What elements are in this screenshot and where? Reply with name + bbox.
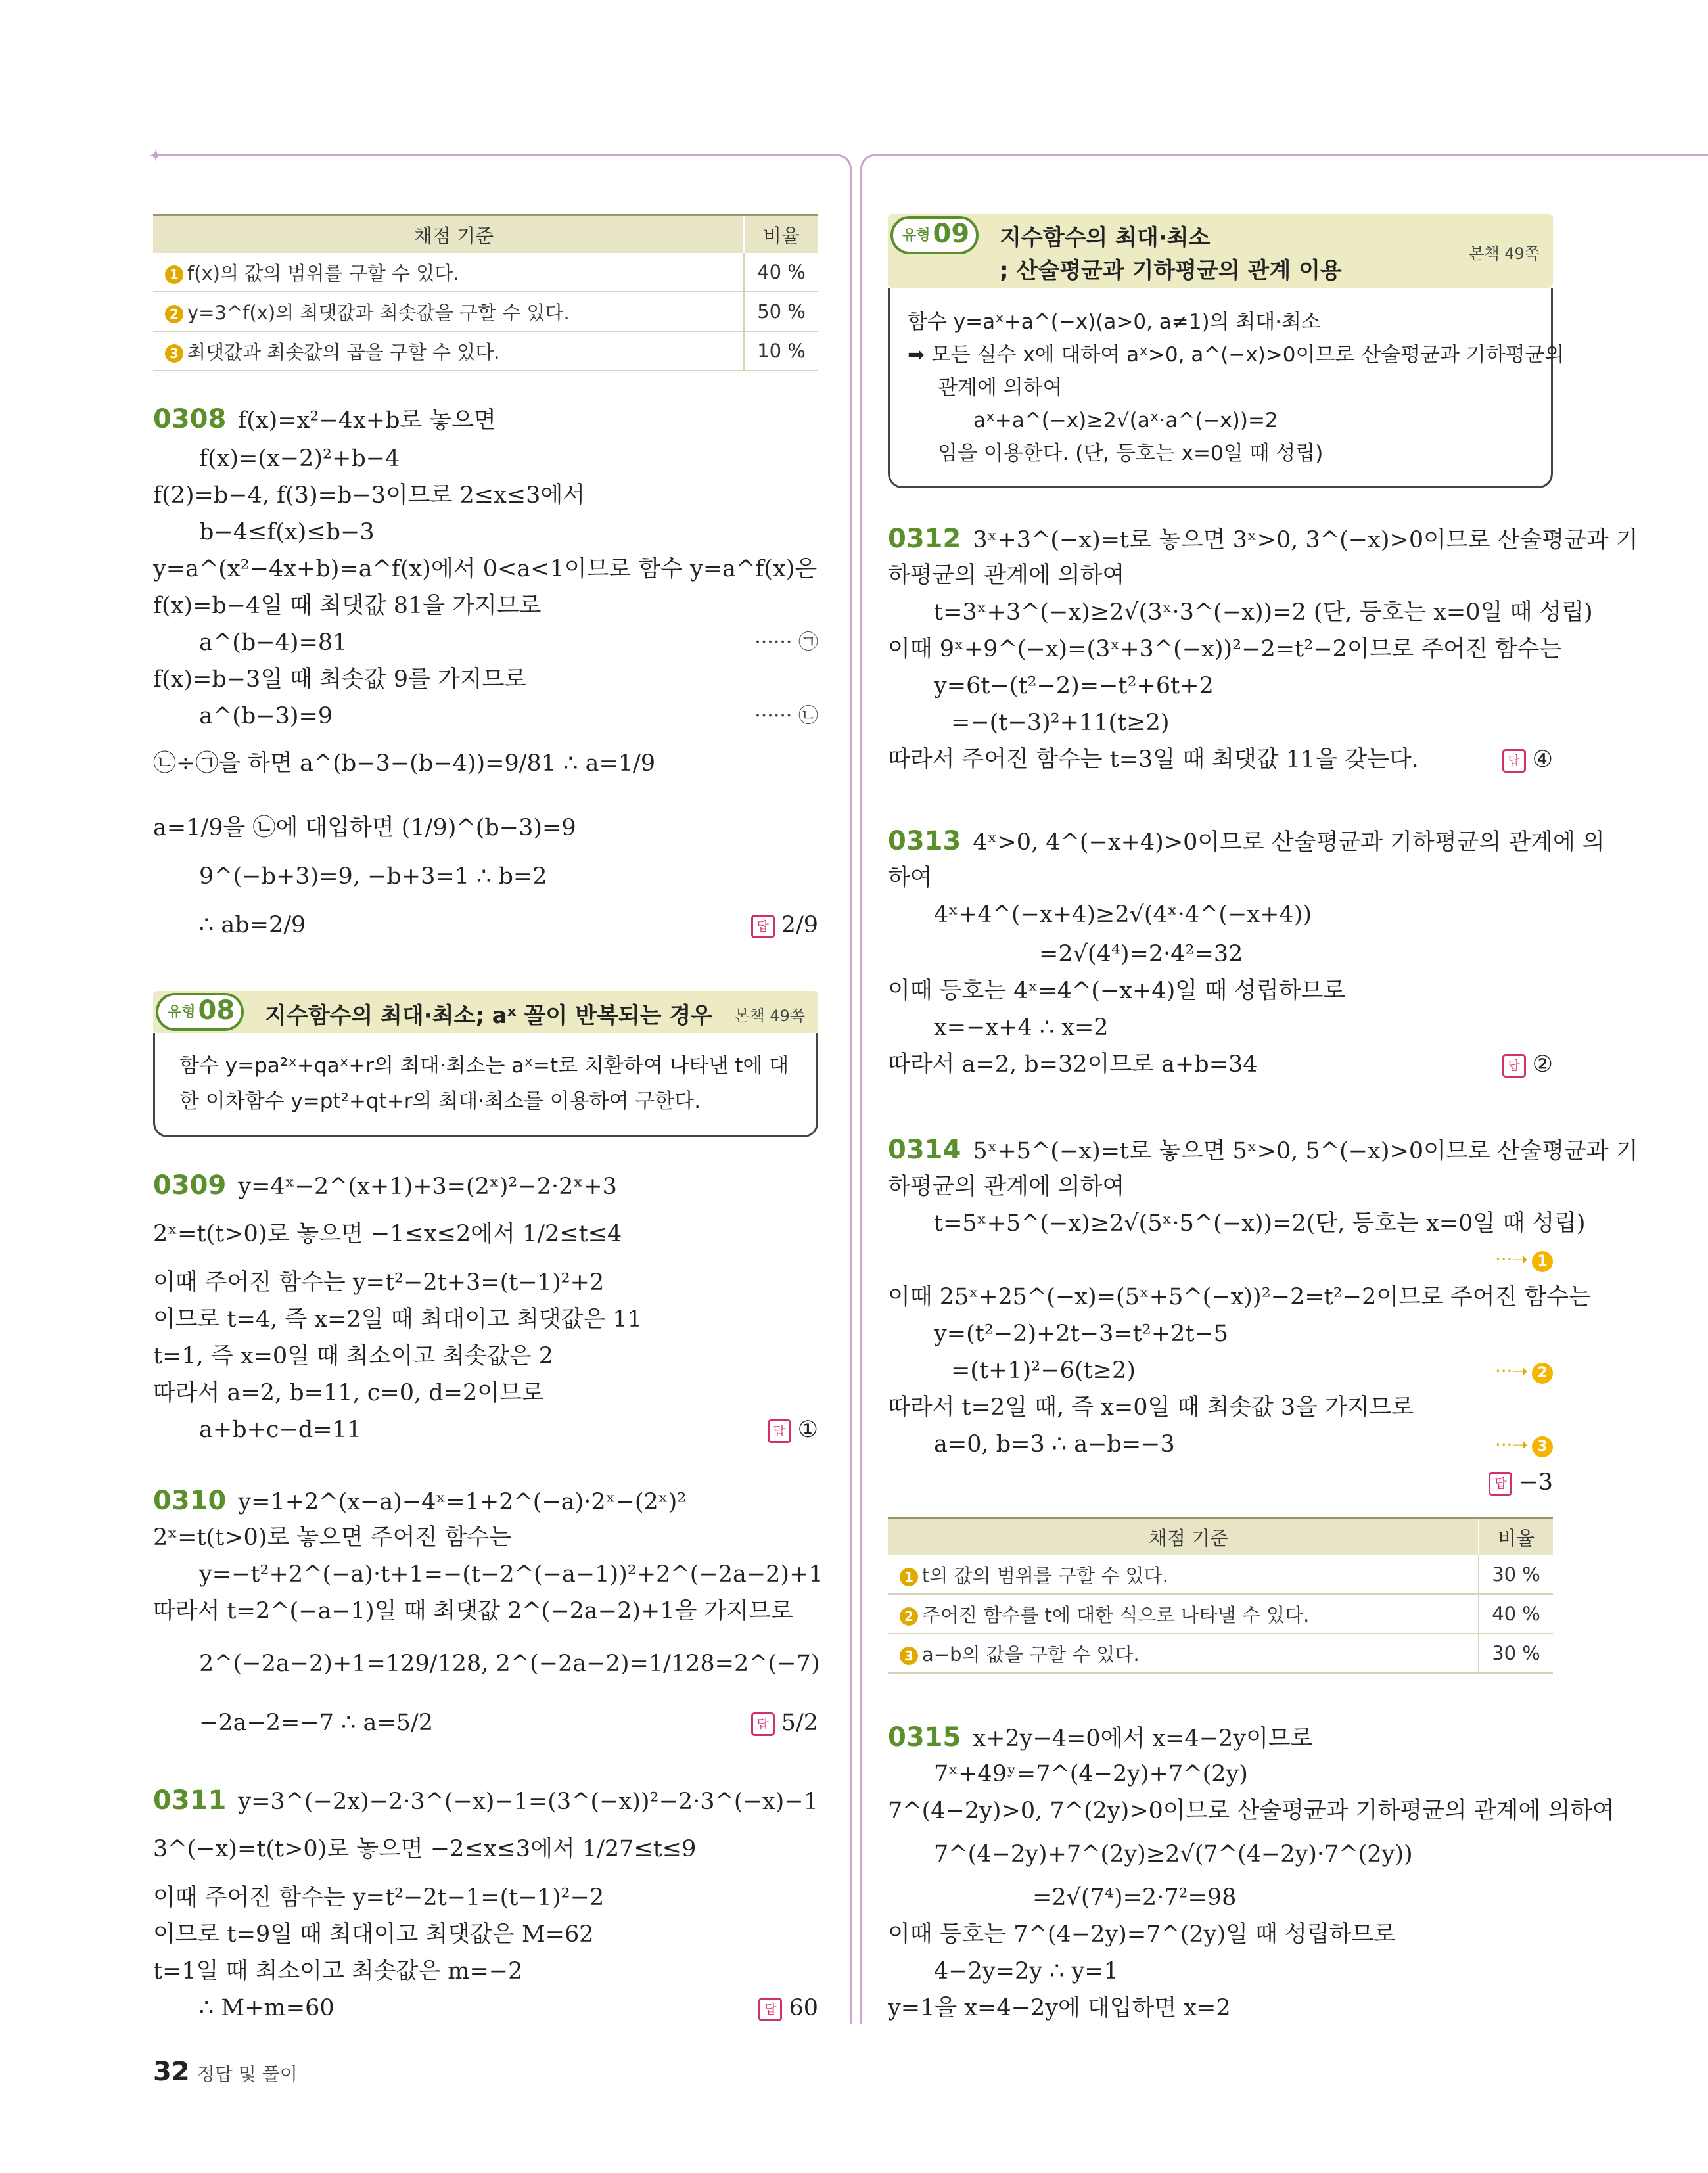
solution-line: t=5ˣ+5^(−x)≥2√(5ˣ·5^(−x))=2(단, 등호는 x=0일 때 성립) — [934, 1210, 1586, 1237]
solution-line: 이때 주어진 함수는 y=t²−2t+3=(t−1)²+2 — [153, 1269, 605, 1296]
answer-icon: 답 — [751, 1712, 775, 1736]
solution-line: =2√(4⁴)=2·4²=32 — [1039, 941, 1243, 967]
rubric-table-1 — [153, 214, 818, 371]
equation-marker: ······ ㉠ — [754, 631, 818, 654]
type-badge-word: 유형 — [902, 227, 931, 244]
solution-line: 따라서 t=2^(−a−1)일 때 최댓값 2^(−2a−2)+1을 가지므로 — [153, 1598, 793, 1624]
answer — [751, 911, 818, 940]
answer — [768, 1415, 818, 1444]
answer-value: 2/9 — [781, 912, 818, 938]
type-badge-number: 08 — [198, 995, 235, 1026]
answer — [751, 1708, 818, 1737]
rubric-ratio: 40 % — [744, 253, 818, 292]
answer — [1502, 1050, 1553, 1079]
solution-line: =(t+1)²−6(t≥2) — [951, 1358, 1136, 1384]
type-badge-word: 유형 — [168, 1003, 196, 1020]
step-number-icon: 3 — [900, 1647, 918, 1665]
rubric-header-criterion: 채점 기준 — [888, 1518, 1479, 1556]
answer-value: ④ — [1532, 746, 1553, 773]
solution-line: 4−2y=2y ∴ y=1 — [934, 1958, 1119, 1984]
solution-line: 7^(4−2y)>0, 7^(2y)>0이므로 산술평균과 기하평균의 관계에 의하여 — [888, 1798, 1615, 1824]
solution-line: b−4≤f(x)≤b−3 — [199, 519, 375, 545]
answer-icon: 답 — [751, 915, 775, 938]
book-reference: 본책 49쪽 — [1469, 244, 1540, 263]
solution-line: y=3^(−2x)−2·3^(−x)−1=(3^(−x))²−2·3^(−x)−1 — [238, 1789, 818, 1815]
solution-line: y=1+2^(x−a)−4ˣ=1+2^(−a)·2ˣ−(2ˣ)² — [238, 1489, 687, 1515]
rubric-row — [153, 253, 818, 292]
solution-line: t=1일 때 최소이고 최솟값은 m=−2 — [153, 1958, 523, 1984]
rubric-ratio: 50 % — [744, 292, 818, 331]
rubric-criterion: f(x)의 값의 범위를 구할 수 있다. — [187, 262, 459, 285]
rubric-header-ratio: 비율 — [1479, 1518, 1553, 1556]
rubric-row — [153, 292, 818, 331]
solution-line: 7^(4−2y)+7^(2y)≥2√(7^(4−2y)·7^(2y)) — [934, 1841, 1413, 1867]
type-summary-line: aˣ+a^(−x)≥2√(aˣ·a^(−x))=2 — [973, 409, 1278, 432]
solution-line: a=1/9을 ㉡에 대입하면 (1/9)^(b−3)=9 — [153, 815, 576, 841]
step-number-icon: 2 — [1532, 1363, 1553, 1384]
problem-number: 0311 — [153, 1785, 227, 1816]
solution-line: =−(t−3)²+11(t≥2) — [951, 710, 1170, 736]
solution-line: 이므로 t=4, 즉 x=2일 때 최대이고 최댓값은 11 — [153, 1306, 642, 1333]
solution-line: y=−t²+2^(−a)·t+1=−(t−2^(−a−1))²+2^(−2a−2)+1 — [199, 1561, 823, 1588]
solution-line: a^(b−4)=81 — [199, 629, 348, 656]
type-title: 지수함수의 최대·최소; aˣ 꼴이 반복되는 경우 — [265, 1003, 713, 1029]
footer-label: 정답 및 풀이 — [196, 2063, 298, 2085]
rubric-criterion: y=3^f(x)의 최댓값과 최솟값을 구할 수 있다. — [187, 301, 570, 324]
solution-line: 2ˣ=t(t>0)로 놓으면 −1≤x≤2에서 1/2≤t≤4 — [153, 1221, 622, 1247]
rubric-row — [888, 1555, 1553, 1594]
problem-number: 0312 — [888, 524, 961, 554]
step-marker: ···➝ 2 — [1495, 1360, 1553, 1384]
solution-line: 이때 등호는 4ˣ=4^(−x+4)일 때 성립하므로 — [888, 978, 1346, 1004]
solution-line: x+2y−4=0에서 x=4−2y이므로 — [973, 1726, 1313, 1752]
solution-line: f(x)=x²−4x+b로 놓으면 — [238, 407, 496, 434]
problem-number: 0313 — [888, 826, 961, 856]
type-summary-line: 임을 이용한다. (단, 등호는 x=0일 때 성립) — [938, 442, 1324, 465]
problem-number: 0314 — [888, 1135, 961, 1165]
type-summary-line: 함수 y=aˣ+a^(−x)(a>0, a≠1)의 최대·최소 — [908, 310, 1321, 334]
step-marker: ···➝ 3 — [1495, 1434, 1553, 1457]
problem-number: 0309 — [153, 1170, 227, 1201]
rubric-row — [153, 331, 818, 371]
type-summary-line: 한 이차함수 y=pt²+qt+r의 최대·최소를 이용하여 구한다. — [179, 1089, 701, 1113]
type-summary-line: 함수 y=pa²ˣ+qaˣ+r의 최대·최소는 aˣ=t로 치환하여 나타낸 t에 대 — [179, 1054, 789, 1078]
answer — [758, 1994, 818, 2023]
step-number-icon: 3 — [165, 344, 183, 363]
rubric-ratio: 30 % — [1479, 1555, 1553, 1594]
solution-line: 이때 주어진 함수는 y=t²−2t−1=(t−1)²−2 — [153, 1885, 605, 1911]
solution-line: 5ˣ+5^(−x)=t로 놓으면 5ˣ>0, 5^(−x)>0이므로 산술평균과 기 — [973, 1138, 1638, 1164]
rubric-ratio: 10 % — [744, 331, 818, 371]
answer-value: ① — [797, 1417, 818, 1443]
solution-line: 3ˣ+3^(−x)=t로 놓으면 3ˣ>0, 3^(−x)>0이므로 산술평균과 기 — [973, 527, 1638, 553]
page-number: 32 — [153, 2057, 190, 2087]
answer — [1502, 745, 1553, 774]
answer-value: 60 — [789, 1995, 818, 2021]
answer-value: ② — [1532, 1051, 1553, 1078]
type-summary-line: ➡ 모든 실수 x에 대하여 aˣ>0, a^(−x)>0이므로 산술평균과 기하평균의 — [908, 343, 1565, 367]
solution-line: f(x)=b−3일 때 최솟값 9를 가지므로 — [153, 666, 527, 693]
solution-line: ∴ ab=2/9 — [199, 912, 306, 938]
solution-line: y=(t²−2)+2t−3=t²+2t−5 — [934, 1321, 1229, 1347]
solution-line: −2a−2=−7 ∴ a=5/2 — [199, 1710, 434, 1736]
problem-number: 0315 — [888, 1722, 961, 1752]
solution-line: 이므로 t=9일 때 최대이고 최댓값은 M=62 — [153, 1921, 594, 1948]
answer-value: −3 — [1519, 1469, 1553, 1496]
problem-number: 0308 — [153, 404, 227, 434]
solution-line: 4ˣ+4^(−x+4)≥2√(4ˣ·4^(−x+4)) — [934, 902, 1312, 928]
type-badge-number: 09 — [933, 219, 970, 249]
solution-line: 따라서 a=2, b=32이므로 a+b=34 — [888, 1051, 1258, 1078]
solution-line: 하평균의 관계에 의하여 — [888, 562, 1125, 589]
solution-line: 하평균의 관계에 의하여 — [888, 1174, 1125, 1200]
step-number-icon: 1 — [900, 1568, 918, 1586]
step-number-icon: 1 — [1532, 1251, 1553, 1272]
type-summary-line: 관계에 의하여 — [938, 376, 1063, 400]
answer-icon: 답 — [1502, 749, 1526, 773]
solution-line: 하여 — [888, 865, 933, 891]
solution-line: f(x)=b−4일 때 최댓값 81을 가지므로 — [153, 593, 542, 619]
type-title: 지수함수의 최대·최소 — [1000, 225, 1211, 251]
solution-line: 7ˣ+49ʸ=7^(4−2y)+7^(2y) — [934, 1761, 1248, 1787]
solution-line: a^(b−3)=9 — [199, 703, 333, 729]
rubric-row — [888, 1634, 1553, 1673]
solution-line: 2^(−2a−2)+1=129/128, 2^(−2a−2)=1/128=2^(−7) — [199, 1651, 820, 1677]
equation-marker: ······ ㉡ — [754, 704, 818, 727]
type-badge — [156, 993, 244, 1031]
solution-line: 9^(−b+3)=9, −b+3=1 ∴ b=2 — [199, 863, 547, 890]
solution-line: 2ˣ=t(t>0)로 놓으면 주어진 함수는 — [153, 1524, 511, 1551]
solution-line: 이때 등호는 7^(4−2y)=7^(2y)일 때 성립하므로 — [888, 1921, 1396, 1948]
problem-number: 0310 — [153, 1486, 227, 1516]
solution-line: ㉡÷㉠을 하면 a^(b−3−(b−4))=9/81 ∴ a=1/9 — [153, 750, 656, 777]
step-number-icon: 2 — [165, 305, 183, 323]
solution-line: 따라서 a=2, b=11, c=0, d=2이므로 — [153, 1380, 544, 1406]
solution-line: a+b+c−d=11 — [199, 1417, 362, 1443]
solution-line: x=−x+4 ∴ x=2 — [934, 1015, 1109, 1041]
solution-line: y=a^(x²−4x+b)=a^f(x)에서 0<a<1이므로 함수 y=a^f(x)은 — [153, 556, 818, 582]
solution-line: 이때 25ˣ+25^(−x)=(5ˣ+5^(−x))²−2=t²−2이므로 주어진 함수는 — [888, 1284, 1591, 1310]
answer-icon: 답 — [1489, 1472, 1512, 1496]
solution-line: 이때 9ˣ+9^(−x)=(3ˣ+3^(−x))²−2=t²−2이므로 주어진 함수는 — [888, 636, 1562, 662]
rubric-ratio: 40 % — [1479, 1594, 1553, 1634]
solution-line: 따라서 주어진 함수는 t=3일 때 최댓값 11을 갖는다. — [888, 746, 1419, 773]
solution-line: 따라서 t=2일 때, 즉 x=0일 때 최솟값 3을 가지므로 — [888, 1394, 1414, 1421]
rubric-criterion: a−b의 값을 구할 수 있다. — [922, 1643, 1140, 1666]
step-number-icon: 2 — [900, 1607, 918, 1626]
rubric-ratio: 30 % — [1479, 1634, 1553, 1673]
answer — [1489, 1468, 1553, 1497]
solution-line: y=4ˣ−2^(x+1)+3=(2ˣ)²−2·2ˣ+3 — [238, 1174, 617, 1200]
answer-value: 5/2 — [781, 1710, 818, 1736]
solution-line: a=0, b=3 ∴ a−b=−3 — [934, 1431, 1175, 1457]
solution-line: 4ˣ>0, 4^(−x+4)>0이므로 산술평균과 기하평균의 관계에 의 — [973, 829, 1605, 856]
rubric-header-ratio: 비율 — [744, 216, 818, 254]
step-marker: ···➝ 1 — [1495, 1248, 1553, 1272]
type-badge — [890, 216, 979, 254]
solution-line: ∴ M+m=60 — [199, 1995, 335, 2021]
solution-line: =2√(7⁴)=2·7²=98 — [1032, 1885, 1237, 1911]
solution-line: t=1, 즉 x=0일 때 최소이고 최솟값은 2 — [153, 1343, 554, 1369]
solution-line: f(2)=b−4, f(3)=b−3이므로 2≤x≤3에서 — [153, 482, 586, 509]
rubric-criterion: t의 값의 범위를 구할 수 있다. — [922, 1564, 1168, 1587]
rubric-header-criterion: 채점 기준 — [153, 216, 744, 254]
page-footer — [153, 2057, 298, 2087]
type-subtitle: ; 산술평균과 기하평균의 관계 이용 — [1000, 258, 1342, 284]
book-reference: 본책 49쪽 — [734, 1007, 805, 1025]
rubric-criterion: 주어진 함수를 t에 대한 식으로 나타낼 수 있다. — [922, 1603, 1310, 1626]
step-number-icon: 3 — [1532, 1436, 1553, 1457]
solution-line: 3^(−x)=t(t>0)로 놓으면 −2≤x≤3에서 1/27≤t≤9 — [153, 1836, 697, 1862]
solution-line: t=3ˣ+3^(−x)≥2√(3ˣ·3^(−x))=2 (단, 등호는 x=0일 때 성립) — [934, 599, 1593, 626]
rubric-row — [888, 1594, 1553, 1634]
star-icon: ✦ — [149, 147, 163, 166]
solution-line: f(x)=(x−2)²+b−4 — [199, 446, 400, 472]
answer-icon: 답 — [1502, 1054, 1526, 1078]
rubric-criterion: 최댓값과 최솟값의 곱을 구할 수 있다. — [187, 340, 500, 363]
answer-icon: 답 — [768, 1419, 791, 1443]
solution-line: y=1을 x=4−2y에 대입하면 x=2 — [888, 1995, 1231, 2021]
step-number-icon: 1 — [165, 265, 183, 284]
rubric-table-2 — [888, 1517, 1553, 1674]
answer-icon: 답 — [758, 1998, 782, 2021]
solution-line: y=6t−(t²−2)=−t²+6t+2 — [934, 673, 1214, 699]
